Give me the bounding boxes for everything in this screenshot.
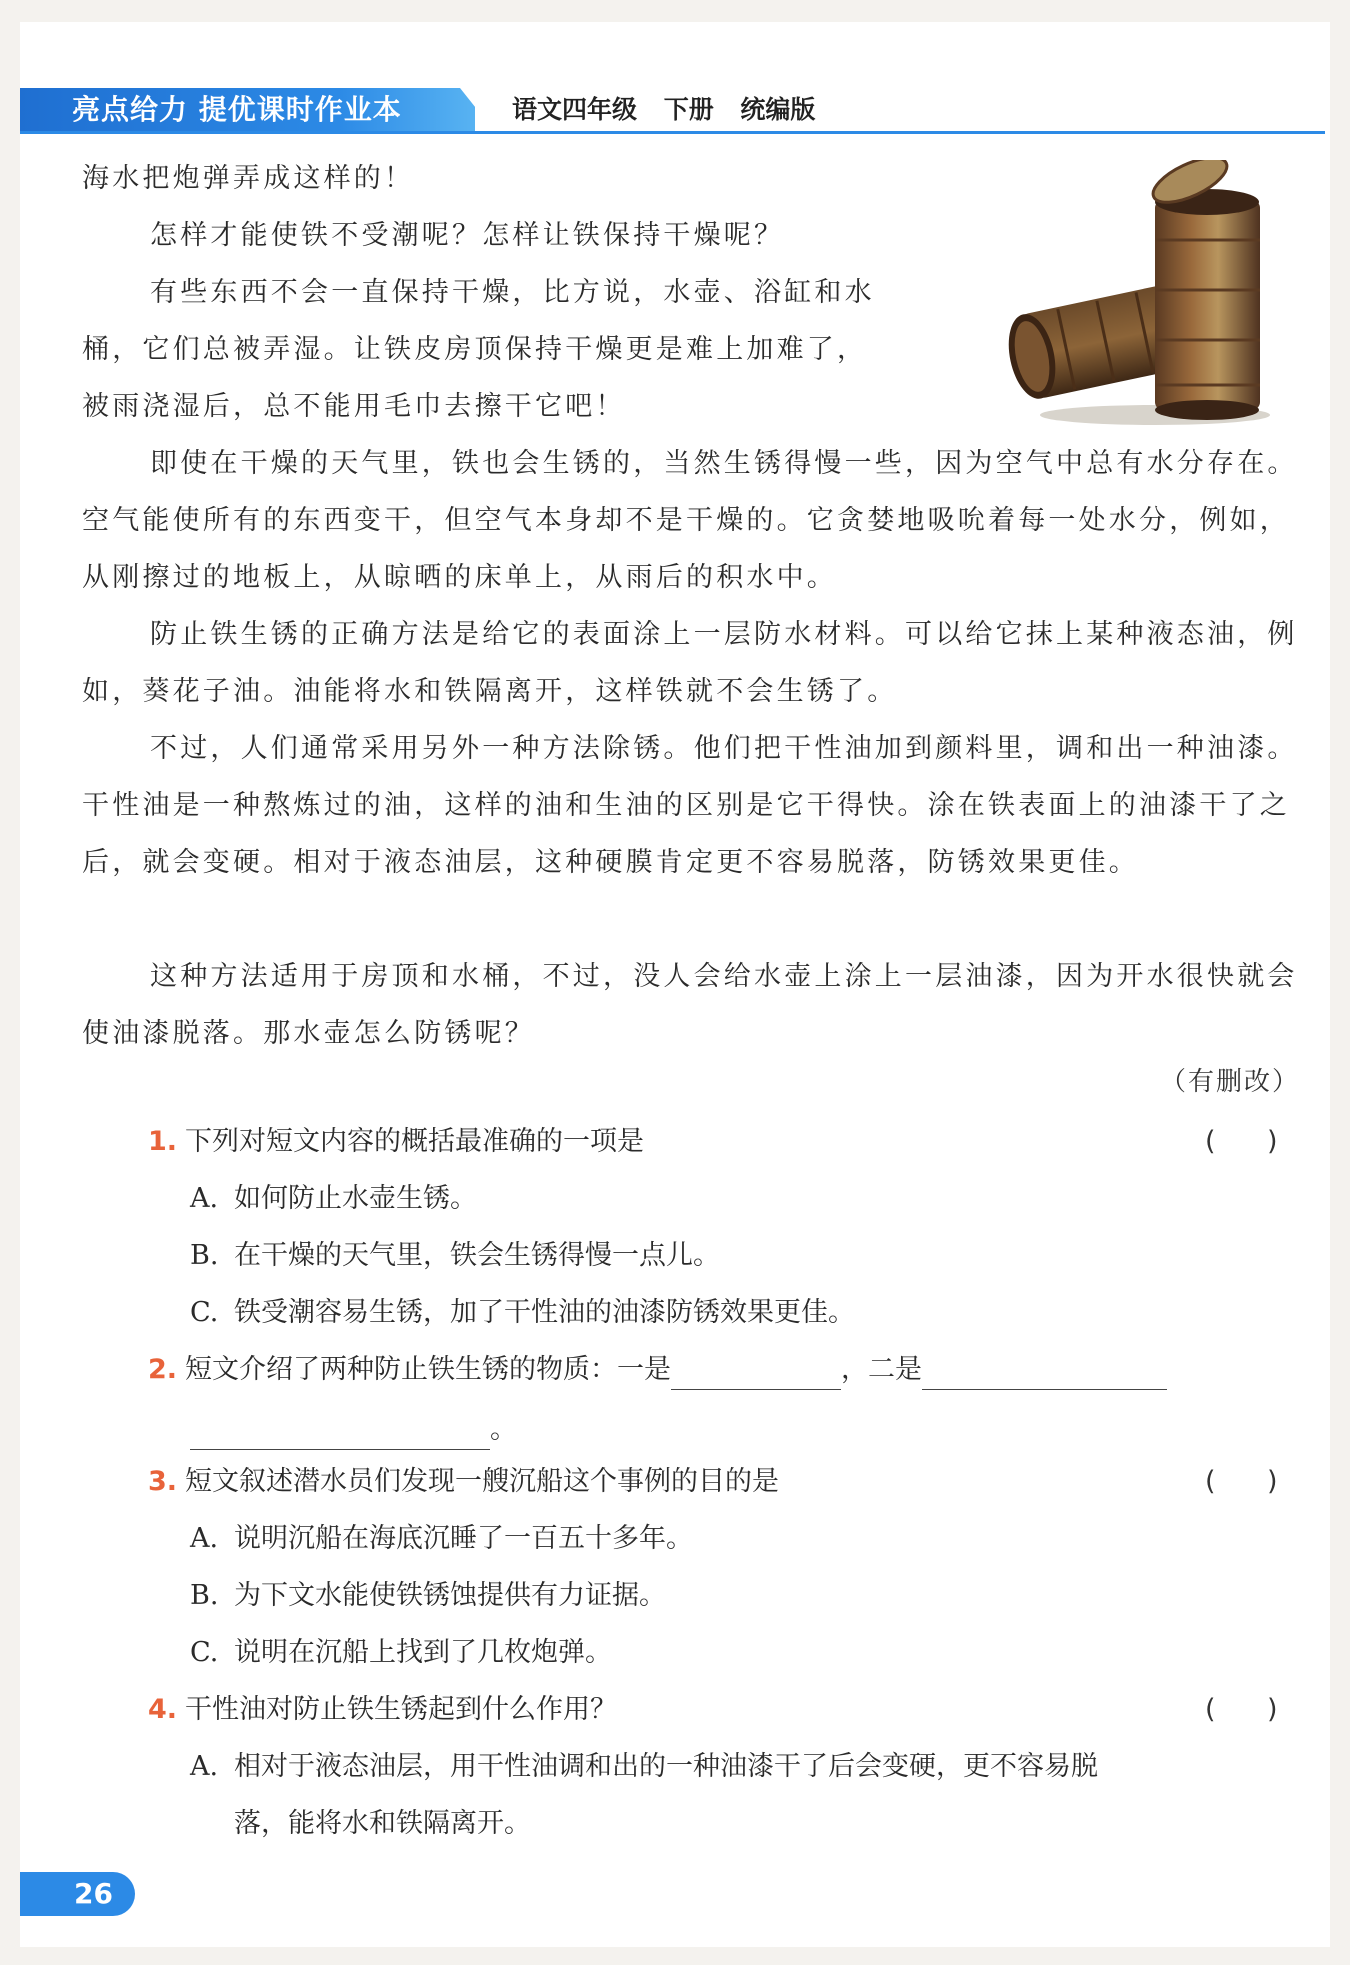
- answer-blank-1[interactable]: [671, 1359, 841, 1390]
- passage-paragraph-3-line-3: 被雨浇湿后，总不能用毛巾去擦干它吧！: [82, 391, 626, 422]
- passage-paragraph-3-line-1: 有些东西不会一直保持干燥，比方说，水壶、浴缸和水: [150, 277, 875, 308]
- question-3: [148, 1462, 779, 1502]
- option-a[interactable]: [190, 1519, 693, 1559]
- question-number: 3.: [148, 1466, 178, 1497]
- option-c[interactable]: [190, 1633, 612, 1673]
- series-title: 亮点给力 提优课时作业本: [72, 93, 402, 126]
- option-text: 落，能将水和铁隔离开。: [234, 1808, 531, 1839]
- option-letter: C.: [190, 1637, 219, 1668]
- option-b[interactable]: [190, 1576, 666, 1616]
- option-text: 铁受潮容易生锈，加了干性油的油漆防锈效果更佳。: [234, 1297, 855, 1328]
- page-number: 26: [74, 1877, 113, 1910]
- header-divider: [20, 131, 1325, 134]
- option-text: 如何防止水壶生锈。: [234, 1183, 477, 1214]
- option-text: 为下文水能使铁锈蚀提供有力证据。: [234, 1580, 666, 1611]
- option-a[interactable]: [190, 1179, 477, 1219]
- passage-paragraph-6: 不过，人们通常采用另外一种方法除锈。他们把干性油加到颜料里，调和出一种油漆。干性油是一种熬炼过的油，这样的油和生油的区别是它干得快。涂在铁表面上的油漆干了之后，就会变硬。相对于液态油层，这种硬膜肯定更不容易脱落，防锈效果更佳。: [82, 733, 1298, 878]
- passage-paragraph-3-line-2: 桶，它们总被弄湿。让铁皮房顶保持干燥更是难上加难了，: [82, 334, 868, 365]
- answer-paren[interactable]: ( ): [1205, 1126, 1278, 1157]
- option-a-continued: [234, 1804, 531, 1844]
- source-note: （有删改）: [1160, 1067, 1301, 1097]
- option-b[interactable]: [190, 1236, 720, 1276]
- option-letter: B.: [190, 1240, 219, 1271]
- passage-paragraph-4: 即使在干燥的天气里，铁也会生锈的，当然生锈得慢一些，因为空气中总有水分存在。空气能使所有的东西变干，但空气本身却不是干燥的。它贪婪地吸吮着每一处水分，例如，从刚擦过的地板上，从晾晒的床单上，从雨后的积水中。: [82, 448, 1298, 593]
- question-number: 1.: [148, 1126, 178, 1157]
- question-text: 短文介绍了两种防止铁生锈的物质：一是: [185, 1354, 672, 1385]
- question-text-end: 。: [490, 1414, 517, 1445]
- option-letter: A.: [190, 1523, 219, 1554]
- question-4: [148, 1690, 617, 1730]
- question-text-continued: ，二是: [841, 1354, 923, 1385]
- question-1: [148, 1122, 644, 1162]
- question-2: [148, 1350, 1167, 1390]
- rusty-can-icon: [1005, 160, 1275, 430]
- question-number: 2.: [148, 1354, 178, 1385]
- passage-paragraph-7: 这种方法适用于房顶和水桶，不过，没人会给水壶上涂上一层油漆，因为开水很快就会使油漆脱落。那水壶怎么防锈呢？: [82, 961, 1298, 1049]
- passage-paragraph-1: 海水把炮弹弄成这样的！: [82, 163, 415, 194]
- option-text: 在干燥的天气里，铁会生锈得慢一点儿。: [234, 1240, 720, 1271]
- option-letter: A.: [190, 1751, 219, 1782]
- question-2-line-2: [190, 1410, 517, 1450]
- answer-blank-2-continued[interactable]: [190, 1419, 490, 1450]
- question-text: 短文叙述潜水员们发现一艘沉船这个事例的目的是: [185, 1466, 780, 1497]
- passage-paragraph-5: 防止铁生锈的正确方法是给它的表面涂上一层防水材料。可以给它抹上某种液态油，例如，葵花子油。油能将水和铁隔离开，这样铁就不会生锈了。: [82, 619, 1298, 707]
- option-letter: A.: [190, 1183, 219, 1214]
- answer-paren[interactable]: ( ): [1205, 1694, 1278, 1725]
- option-c[interactable]: [190, 1293, 855, 1333]
- option-a[interactable]: [190, 1747, 1098, 1787]
- option-letter: B.: [190, 1580, 219, 1611]
- answer-blank-2[interactable]: [922, 1359, 1167, 1390]
- subject-info: 语文四年级 下册 统编版: [512, 95, 816, 124]
- answer-paren[interactable]: ( ): [1205, 1466, 1278, 1497]
- option-text: 说明沉船在海底沉睡了一百五十多年。: [234, 1523, 693, 1554]
- option-text: 说明在沉船上找到了几枚炮弹。: [234, 1637, 612, 1668]
- option-text: 相对于液态油层，用干性油调和出的一种油漆干了后会变硬，更不容易脱: [234, 1751, 1098, 1782]
- option-letter: C.: [190, 1297, 219, 1328]
- question-number: 4.: [148, 1694, 178, 1725]
- question-text: 下列对短文内容的概括最准确的一项是: [185, 1126, 645, 1157]
- passage-paragraph-2: 怎样才能使铁不受潮呢？怎样让铁保持干燥呢？: [150, 220, 785, 251]
- question-text: 干性油对防止铁生锈起到什么作用？: [185, 1694, 618, 1725]
